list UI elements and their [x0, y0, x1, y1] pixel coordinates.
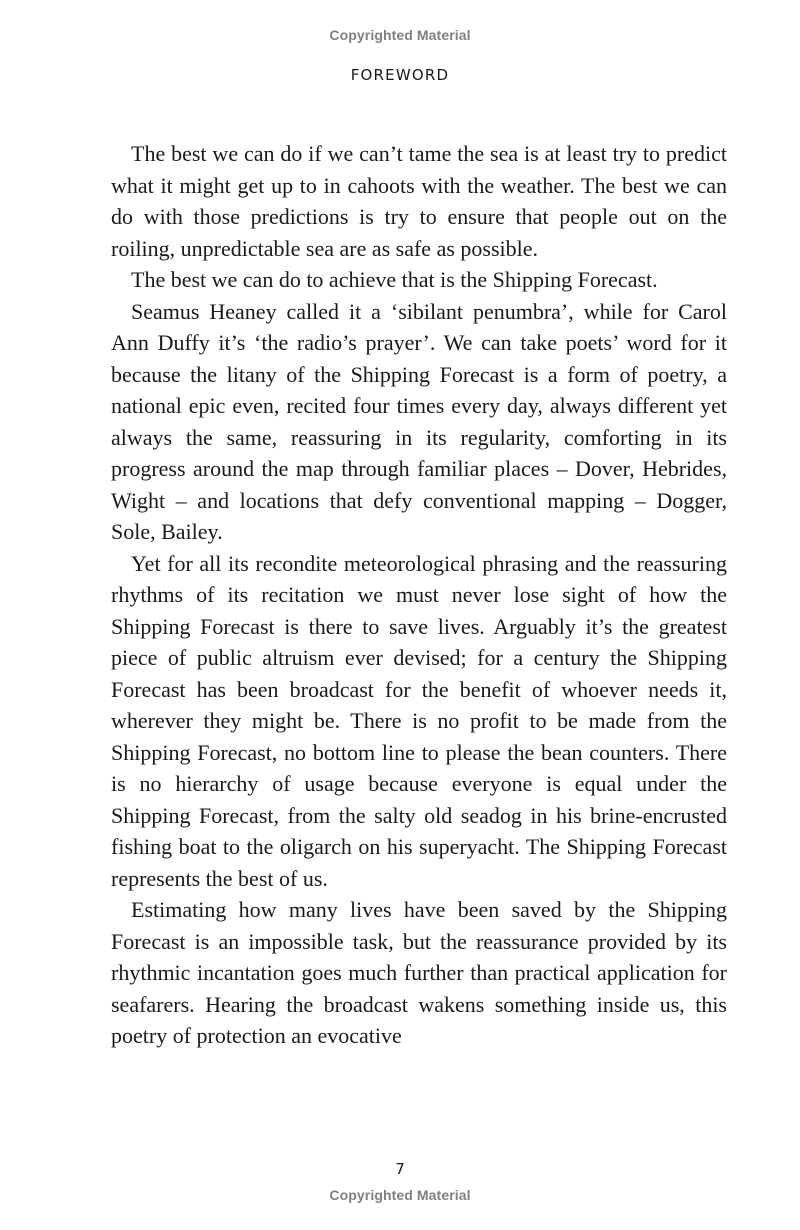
paragraph: Estimating how many lives have been saved by the Shipping Forecast is an impossible task, but the reassurance provided by its rhythmic incantation goes much further than practical application for seafarers. Hearing the broadcast wakens something inside us, this poetry of protection an evocative — [111, 897, 727, 1048]
paragraph: The best we can do if we can’t tame the sea is at least try to predict what it might get up to in cahoots with the weather. The best we can do with those predictions is try to ensure that people out on the roiling, unpredictable sea are as safe as possible. — [111, 141, 727, 261]
copyright-watermark-top: Copyrighted Material — [329, 27, 471, 43]
page-number: 7 — [395, 1160, 405, 1178]
paragraph: Seamus Heaney called it a ‘sibilant penumbra’, while for Carol Ann Duffy it’s ‘the radio’s prayer’. We can take poets’ word for it because the litany of the Shipping Forecast is a form of poetry, a national epic even, recited four times every day, always different yet always the same, reassuring in its regularity, comforting in its progress around the map through familiar places – Dover, Hebrides, Wight – and locations that defy conventional mapping – Dogger, Sole, Bailey. — [111, 298, 727, 544]
body-text — [111, 138, 727, 1052]
paragraph: Yet for all its recondite meteorological phrasing and the reassuring rhythms of its recitation we must never lose sight of how the Shipping Forecast is there to save lives. Arguably it’s the greatest piece of public altruism ever devised; for a century the Shipping Forecast has been broadcast for the benefit of whoever needs it, wherever they might be. There is no profit to be made from the Shipping Forecast, no bottom line to please the bean counters. There is no hierarchy of usage because everyone is equal under the Shipping Forecast, from the salty old seadog in his brine-encrusted fishing boat to the oligarch on his superyacht. The Shipping Forecast represents the best of us. — [111, 550, 727, 891]
copyright-watermark-bottom: Copyrighted Material — [329, 1187, 471, 1203]
paragraph: The best we can do to achieve that is the Shipping Forecast. — [131, 267, 658, 292]
running-head: FOREWORD — [350, 66, 450, 84]
